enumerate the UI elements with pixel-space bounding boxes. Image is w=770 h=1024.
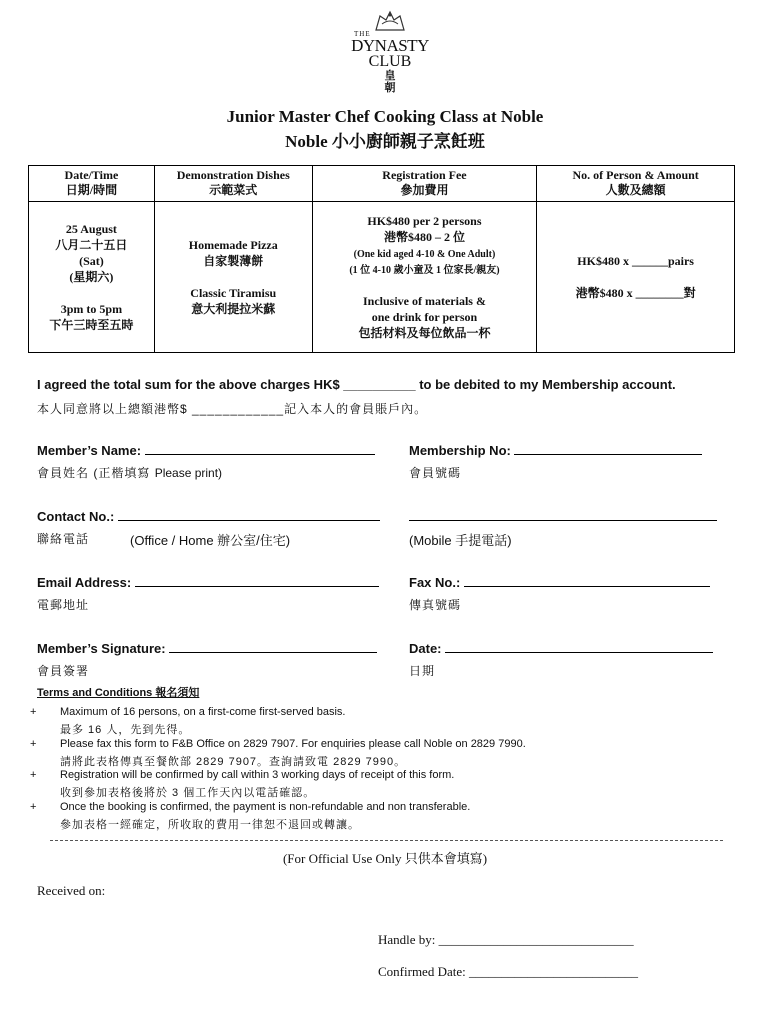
dynasty-club-logo xyxy=(340,10,440,94)
cell-fee: HK$480 per 2 persons 港幣$480 – 2 位 (One kid aged 4-10 & One Adult) (1 位 4-10 歲小童及 1 位家長/親友) Inclusive of materials & one drink for person 包括材料及每位飲品一杯 xyxy=(312,202,537,353)
logo-club: CLUB xyxy=(368,53,412,70)
term-3: Registration will be confirmed by call within 3 working days of receipt of this form. xyxy=(60,769,455,781)
received-on-label: Received on: xyxy=(37,883,106,898)
contact-no-field[interactable] xyxy=(118,520,380,521)
logo-cjk-2: 朝 xyxy=(384,82,396,94)
header-amount: No. of Person & Amount 人數及總額 xyxy=(537,166,735,202)
bullet-icon: + xyxy=(30,801,37,813)
membership-no-label: Membership No: xyxy=(409,443,702,458)
signature-zh: 會員簽署 xyxy=(37,664,90,678)
header-fee: Registration Fee 參加費用 xyxy=(312,166,537,202)
official-use-heading: (For Official Use Only 只供本會填寫) xyxy=(282,851,488,866)
agree-statement: I agreed the total sum for the above charges HK$ __________ to be debited to my Membership account. xyxy=(37,377,676,392)
member-name-zh: 會員姓名 (正楷填寫 Please print) xyxy=(37,466,223,480)
email-field[interactable] xyxy=(135,586,379,587)
header-dishes: Demonstration Dishes 示範菜式 xyxy=(154,166,312,202)
cell-amount[interactable]: HK$480 x ______pairs 港幣$480 x ________對 xyxy=(537,202,735,353)
date-label: Date: xyxy=(409,641,713,656)
contact-no-label: Contact No.: xyxy=(37,509,380,524)
term-4: Once the booking is confirmed, the payment is non-refundable and non transferable. xyxy=(60,801,471,813)
agree-statement-zh: 本人同意將以上總額港幣$ ____________記入本人的會員賬戶內。 xyxy=(37,402,428,416)
cell-dishes: Homemade Pizza 自家製薄餅 Classic Tiramisu 意大利提拉米蘇 xyxy=(154,202,312,353)
contact-no-zh: 聯絡電話 xyxy=(37,532,90,546)
cell-date: 25 August 八月二十五日 (Sat) (星期六) 3pm to 5pm 下午三時至五時 xyxy=(29,202,155,353)
date-zh: 日期 xyxy=(409,664,436,678)
confirmed-date-field: Confirmed Date: __________________________ xyxy=(378,964,638,979)
mobile-hint: (Mobile 手提電話) xyxy=(409,533,512,548)
class-info-table xyxy=(28,165,735,353)
logo-the: THE xyxy=(354,30,371,38)
fax-zh: 傳真號碼 xyxy=(409,598,462,612)
bullet-icon: + xyxy=(30,738,37,750)
term-2: Please fax this form to F&B Office on 2829 7907. For enquiries please call Noble on 2829 7990. xyxy=(60,738,526,750)
date-field[interactable] xyxy=(445,652,713,653)
table-header-row xyxy=(29,166,735,202)
logo-cjk-1: 皇 xyxy=(384,70,396,82)
email-label: Email Address: xyxy=(37,575,379,590)
terms-heading: Terms and Conditions 報名須知 xyxy=(37,687,200,699)
mobile-field-wrap xyxy=(409,509,717,524)
bullet-icon: + xyxy=(30,706,37,718)
bullet-icon: + xyxy=(30,769,37,781)
contact-office-hint: (Office / Home 辦公室/住宅) xyxy=(130,533,291,548)
mobile-field[interactable] xyxy=(409,520,717,521)
term-1: Maximum of 16 persons, on a first-come first-served basis. xyxy=(60,706,346,718)
signature-field[interactable] xyxy=(169,652,377,653)
term-1-zh: 最多 16 人，先到先得。 xyxy=(60,724,191,736)
handle-by-field: Handle by: ______________________________ xyxy=(378,932,634,947)
page-title: Junior Master Chef Cooking Class at Noble xyxy=(226,107,544,126)
dashed-divider xyxy=(50,840,723,841)
membership-no-zh: 會員號碼 xyxy=(409,466,462,480)
email-zh: 電郵地址 xyxy=(37,598,90,612)
logo-name: DYNASTY xyxy=(351,36,429,55)
fax-field[interactable] xyxy=(464,586,710,587)
table-row xyxy=(29,202,735,353)
signature-label: Member’s Signature: xyxy=(37,641,377,656)
term-3-zh: 收到參加表格後將於 3 個工作天內以電話確認。 xyxy=(60,787,316,799)
header-date: Date/Time 日期/時間 xyxy=(29,166,155,202)
membership-no-field[interactable] xyxy=(514,454,702,455)
page-subtitle: Noble 小小廚師親子烹飪班 xyxy=(285,132,485,151)
member-name-label: Member’s Name: xyxy=(37,443,375,458)
member-name-field[interactable] xyxy=(145,454,375,455)
fax-label: Fax No.: xyxy=(409,575,710,590)
term-4-zh: 參加表格一經確定，所收取的費用一律恕不退回或轉讓。 xyxy=(60,819,360,831)
crest-icon xyxy=(372,10,408,32)
term-2-zh: 請將此表格傳真至餐飲部 2829 7907。查詢請致電 2829 7990。 xyxy=(60,756,407,768)
